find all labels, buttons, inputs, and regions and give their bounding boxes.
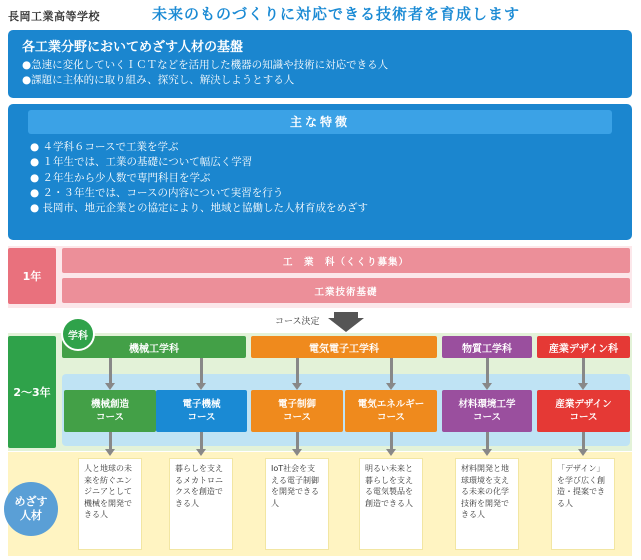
course-suffix: コース (472, 412, 502, 423)
arrow-down-icon (578, 383, 588, 390)
ideal-title: 各工業分野においてめざす人材の基盤 (22, 40, 244, 55)
dept-materials: 物質工学科 (442, 336, 532, 358)
dept-mechanical: 機械工学科 (62, 336, 246, 358)
arrow-down-icon (196, 449, 206, 456)
arrow-down-icon (386, 449, 396, 456)
course-name: 電気エネルギー (357, 399, 425, 410)
features-panel (8, 104, 632, 240)
arrow-down-icon (292, 383, 302, 390)
course-electromechanical (156, 390, 247, 432)
course-electronic-control (251, 390, 343, 432)
arrow-down-icon (292, 449, 302, 456)
ideal-panel (8, 30, 632, 98)
feature-item: ● １年生では、工業の基礎について幅広く学習 (30, 156, 253, 169)
course-decision-label: コース決定 (275, 317, 320, 327)
features-title: 主な特徴 (28, 110, 612, 134)
connector-line (296, 358, 299, 384)
arrow-down-icon (578, 449, 588, 456)
ideal-item: ●課題に主体的に取り組み、探究し、解決しようとする人 (22, 74, 295, 86)
general-course-bar: 工 業 科（くくり募集） (62, 248, 630, 273)
goal-badge-line: 人材 (20, 509, 42, 522)
connector-line (486, 432, 489, 450)
connector-line (200, 358, 203, 384)
course-name: 産業デザイン (555, 399, 612, 410)
connector-line (582, 432, 585, 450)
goal-text: 材料開発と地球環境を支える未来の化学技術を開発できる人 (455, 458, 519, 550)
goal-text: IoT社会を支える電子制御を開発できる人 (265, 458, 329, 550)
goal-text: 明るい未来と暮らしを支える電気製品を創造できる人 (359, 458, 423, 550)
slogan: 未来のものづくりに対応できる技術者を育成します (152, 5, 521, 23)
down-arrow-icon (326, 312, 366, 332)
feature-item: ● 長岡市、地元企業との協定により、地域と協働した人材育成をめざす (30, 202, 368, 215)
arrow-down-icon (482, 383, 492, 390)
course-name: 材料環境工学 (458, 399, 516, 410)
goal-text: 人と地球の未来を紡ぐエンジニアとして機械を開発できる人 (78, 458, 142, 550)
year1-label: 1年 (8, 248, 56, 304)
connector-line (390, 432, 393, 450)
connector-line (109, 432, 112, 450)
ideal-item: ●急速に変化していくＩＣＴなどを活用した機器の知識や技術に対応できる人 (22, 59, 389, 71)
connector-line (582, 358, 585, 384)
connector-line (486, 358, 489, 384)
course-name: 電子機械 (182, 399, 221, 410)
department-badge: 学科 (61, 317, 95, 351)
basic-skills-bar: 工業技術基礎 (62, 278, 630, 303)
year23-label: 2〜3年 (8, 336, 56, 448)
connector-line (200, 432, 203, 450)
connector-line (296, 432, 299, 450)
course-suffix: コース (95, 412, 125, 423)
arrow-down-icon (386, 383, 396, 390)
course-industrial-design (537, 390, 630, 432)
course-materials-environment (442, 390, 532, 432)
goal-badge-line: めざす (14, 495, 48, 508)
feature-item: ● ２年生から少人数で専門科目を学ぶ (30, 171, 211, 184)
goal-text: 暮らしを支えるメカトロニクスを創造できる人 (169, 458, 233, 550)
arrow-down-icon (105, 449, 115, 456)
school-name: 長岡工業高等学校 (8, 10, 100, 23)
connector-line (390, 358, 393, 384)
course-suffix: コース (282, 412, 312, 423)
course-mechanical-creation (64, 390, 156, 432)
goal-badge (4, 482, 58, 536)
course-suffix: コース (569, 412, 598, 423)
course-name: 電子制御 (277, 399, 316, 410)
feature-item: ● ２・３年生では、コースの内容について実習を行う (30, 186, 284, 199)
dept-electrical: 電気電子工学科 (251, 336, 437, 358)
arrow-down-icon (105, 383, 115, 390)
goal-text: 「デザイン」を学び広く創造・提案できる人 (551, 458, 615, 550)
dept-design: 産業デザイン科 (537, 336, 630, 358)
connector-line (109, 358, 112, 384)
arrow-down-icon (482, 449, 492, 456)
course-name: 機械創造 (90, 399, 129, 410)
arrow-down-icon (196, 383, 206, 390)
course-suffix: コース (187, 412, 216, 423)
course-suffix: コース (376, 412, 406, 423)
course-electrical-energy (345, 390, 437, 432)
feature-item: ● ４学科６コースで工業を学ぶ (30, 141, 179, 153)
